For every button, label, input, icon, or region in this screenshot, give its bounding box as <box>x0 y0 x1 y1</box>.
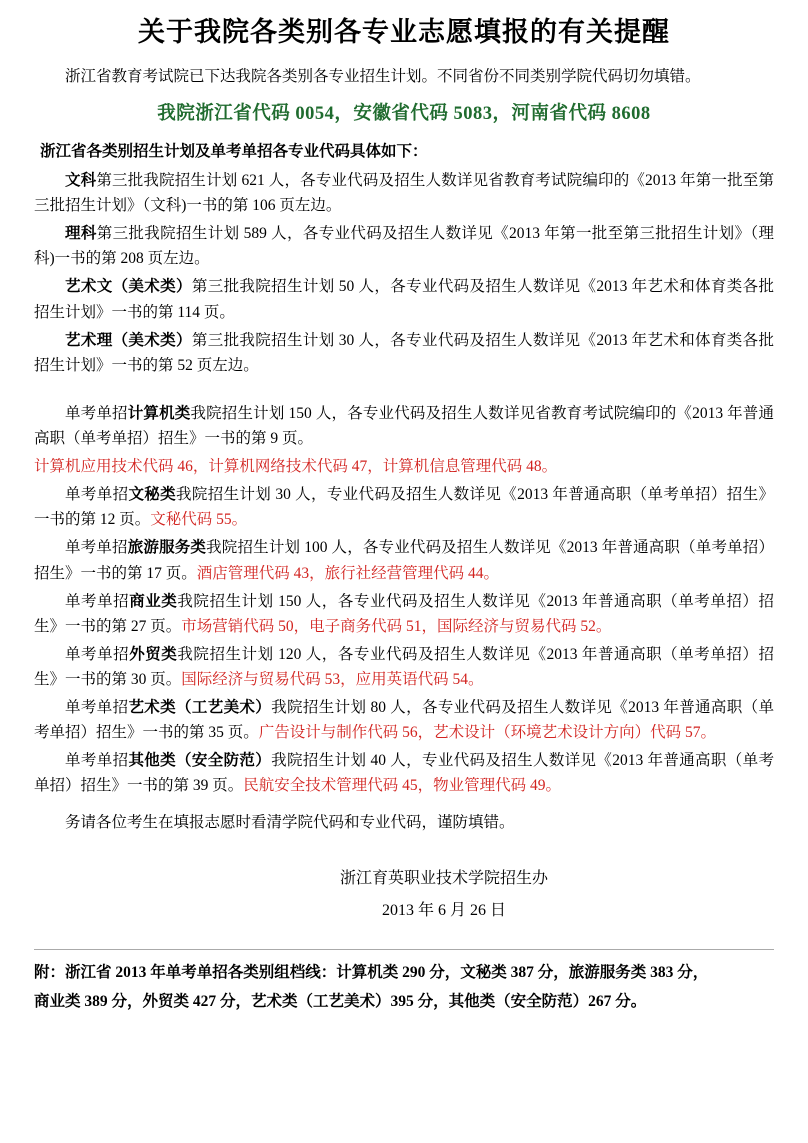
danka-lead-computer: 计算机类 <box>127 404 191 422</box>
danka-lead-business: 商业类 <box>129 592 178 610</box>
intro-paragraph: 浙江省教育考试院已下达我院各类别各专业招生计划。不同省份不同类别学院代码切勿填错。 <box>65 67 701 85</box>
danka-paragraph-secretary <box>34 482 774 532</box>
danka-codes-art: 广告设计与制作代码 56，艺术设计（环境艺术设计方向）代码 57。 <box>258 724 717 742</box>
footnote-line1-rest: 计算机类 290 分，文秘类 387 分，旅游服务类 383 分， <box>336 964 709 982</box>
closing-spacer <box>34 801 774 810</box>
plan-lead-like: 理科 <box>65 225 97 243</box>
footnote-block <box>34 960 774 1013</box>
footnote-divider <box>34 949 774 950</box>
danka-prefix-other: 单考单招 <box>65 752 129 770</box>
danka-codes-tourism: 酒店管理代码 43，旅行社经营管理代码 44。 <box>196 564 500 582</box>
danka-prefix-trade: 单考单招 <box>65 645 130 663</box>
danka-paragraph-business <box>34 589 774 639</box>
institution-codes-line: 我院浙江省代码 0054，安徽省代码 5083，河南省代码 8608 <box>157 103 651 124</box>
plan-paragraph-art-wen <box>34 274 774 324</box>
danka-lead-trade: 外贸类 <box>129 645 178 663</box>
danka-lead-art: 艺术类（工艺美术） <box>128 699 272 717</box>
closing-paragraph: 务请各位考生在填报志愿时看清学院代码和专业代码，谨防填错。 <box>65 814 515 832</box>
danka-paragraph-other <box>34 748 774 798</box>
plan-lead-wenke: 文科 <box>65 171 97 189</box>
danka-codes-secretary: 文秘代码 55。 <box>150 511 248 529</box>
danka-text-tourism: 我院招生计划 100 人，各专业代码及招生人数详见《2013 年普通高职（单考单招）招生》一书的第 17 页。 <box>34 539 774 582</box>
plan-text-wenke: 第三批我院招生计划 621 人，各专业代码及招生人数详见省教育考试院编印的《2013 年第一批至第三批招生计划》（文科)一书的第 106 页左边。 <box>34 171 774 215</box>
danka-paragraph-computer <box>34 401 774 451</box>
danka-paragraph-tourism <box>34 535 774 585</box>
plan-lead-art-li: 艺术理（美术类） <box>65 331 192 349</box>
danka-lead-tourism: 旅游服务类 <box>127 539 207 557</box>
plan-text-like: 第三批我院招生计划 589 人，各专业代码及招生人数详见《2013 年第一批至第三批招生计划》（理科)一书的第 208 页左边。 <box>34 225 774 268</box>
footnote-label: 附： <box>34 964 66 982</box>
page-title: 关于我院各类别各专业志愿填报的有关提醒 <box>138 17 670 47</box>
footnote-line-1 <box>34 960 774 985</box>
danka-prefix-business: 单考单招 <box>65 592 130 610</box>
plan-paragraph-wenke <box>34 168 774 218</box>
danka-codes-other: 民航安全技术管理代码 45，物业管理代码 49。 <box>243 777 562 795</box>
danka-prefix-secretary: 单考单招 <box>65 486 129 504</box>
plan-text-art-li: 第三批我院招生计划 30 人，各专业代码及招生人数详见《2013 年艺术和体育类各批招生计划》一书的第 52 页左边。 <box>34 331 774 374</box>
plan-text-art-wen: 第三批我院招生计划 50 人，各专业代码及招生人数详见《2013 年艺术和体育类各批招生计划》一书的第 114 页。 <box>34 278 774 321</box>
danka-paragraph-art <box>34 695 774 745</box>
danka-prefix-art: 单考单招 <box>65 699 129 717</box>
danka-text-trade: 我院招生计划 120 人，各专业代码及招生人数详见《2013 年普通高职（单考单招）招生》一书的第 30 页。 <box>34 645 774 688</box>
danka-text-other: 我院招生计划 40 人，专业代码及招生人数详见《2013 年普通高职（单考单招）招生》一书的第 39 页。 <box>34 752 774 795</box>
danka-codes-trade: 国际经济与贸易代码 53，应用英语代码 54。 <box>181 670 484 688</box>
danka-lead-other: 其他类（安全防范） <box>128 752 272 770</box>
danka-prefix-tourism: 单考单招 <box>65 539 128 557</box>
signature-date: 2013 年 6 月 26 日 <box>381 901 506 919</box>
danka-lead-secretary: 文秘类 <box>128 486 177 504</box>
danka-text-art: 我院招生计划 80 人，各专业代码及招生人数详见《2013 年普通高职（单考单招）招生》一书的第 35 页。 <box>34 699 774 742</box>
section-heading: 浙江省各类别招生计划及单考单招各专业代码具体如下： <box>40 142 428 160</box>
footnote-line-2: 商业类 389 分，外贸类 427 分，艺术类（工艺美术）395 分，其他类（安全防范）267 分。 <box>34 992 647 1010</box>
danka-paragraph-trade <box>34 642 774 692</box>
plan-paragraph-art-li <box>34 328 774 378</box>
danka-text-secretary: 我院招生计划 30 人，专业代码及招生人数详见《2013 年普通高职（单考单招）招生》一书的第 12 页。 <box>34 486 774 529</box>
signature-org: 浙江育英职业技术学院招生办 <box>339 869 548 887</box>
danka-text-business: 我院招生计划 150 人，各专业代码及招生人数详见《2013 年普通高职（单考单招）招生》一书的第 27 页。 <box>34 592 774 635</box>
danka-text-computer: 我院招生计划 150 人，各专业代码及招生人数详见省教育考试院编印的《2013 年普通高职（单考单招）招生》一书的第 9 页。 <box>34 404 774 447</box>
danka-prefix-computer: 单考单招 <box>65 404 128 422</box>
danka-codes-business: 市场营销代码 50，电子商务代码 51，国际经济与贸易代码 52。 <box>181 617 612 635</box>
plan-lead-art-wen: 艺术文（美术类） <box>65 278 192 296</box>
plan-paragraph-like <box>34 221 774 271</box>
section-spacer <box>34 381 774 401</box>
danka-codes-computer: 计算机应用技术代码 46，计算机网络技术代码 47，计算机信息管理代码 48。 <box>34 458 558 476</box>
signature-block <box>34 866 774 924</box>
footnote-line1-head: 浙江省 2013 年单考单招各类别组档线： <box>65 964 337 982</box>
